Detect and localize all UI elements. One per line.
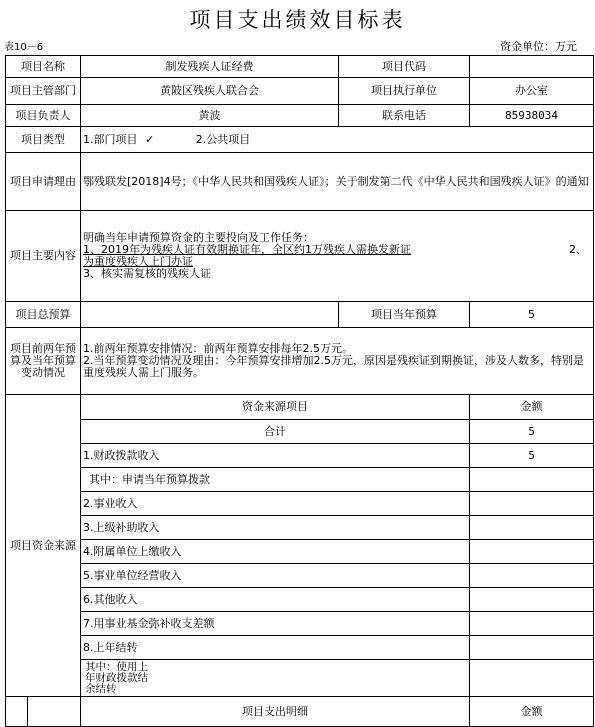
funding-row-amount [470,540,594,564]
type-option-public: 2.公共项目 [195,132,251,146]
row-reason [6,153,594,211]
budget-change-value [81,328,594,395]
table-row [6,660,594,697]
type-options [81,127,594,153]
project-code-value [470,56,594,78]
funding-section-label: 项目资金来源 [6,395,81,697]
performance-table [5,55,594,727]
funding-row-amount [470,588,594,612]
currency-unit: 资金单位：万元 [500,40,577,53]
table-row [6,468,594,492]
funding-row-amount [470,636,594,660]
table-row [6,564,594,588]
content-label: 项目主要内容 [6,211,81,302]
row-content [6,211,594,302]
owner-value: 黄波 [81,105,339,127]
funding-amount-header: 金额 [470,395,594,420]
expenditure-amount-header: 金额 [470,697,594,727]
table-row [6,444,594,468]
funding-last-row-label: 其中：使用上年财政拨款结余结转 [81,660,339,697]
dept-value: 黄陂区残疾人联合会 [81,78,339,105]
budget-change-line-2: 2.当年预算变动情况及理由：今年预算安排增加2.5万元，原因是残疾证到期换证，涉及人数多，特别是重度残疾人需上门服务。 [83,354,584,379]
reason-label: 项目申请理由 [6,153,81,211]
type-option-dept: 1.部门项目 [83,132,138,146]
project-name-label: 项目名称 [6,56,81,78]
funding-row-label: 2.事业收入 [81,492,470,516]
content-value [81,211,594,302]
check-mark-icon: ✓ [145,132,155,146]
table-row [6,492,594,516]
content-line-3: 为重度残疾人上门办证 [83,255,193,268]
funding-last-row-spacer [339,660,470,697]
table-number: 表10－6 [4,42,44,53]
content-line-4: 3、核实需复核的残疾人证 [83,267,211,280]
row-budget [6,302,594,328]
content-line-2: 1、2019年为残疾人证有效期换证年，全区约1万残疾人需换发新证 2、 [83,243,587,256]
table-row [6,588,594,612]
dept-label: 项目主管部门 [6,78,81,105]
row-project-name [6,56,594,78]
expenditure-header-row [6,697,594,727]
funding-row-label: 5.事业单位经营收入 [81,564,470,588]
funding-row-amount: 5 [470,444,594,468]
page-title: 项目支出绩效目标表 [189,8,406,32]
funding-row-amount [470,468,594,492]
budget-change-line-1: 1.前两年预算安排情况：前两年预算安排每年2.5万元。 [83,342,353,355]
funding-row-label: 其中：申请当年预算拨款 [81,468,470,492]
funding-row-amount [470,660,594,697]
budget-change-label: 项目前两年预算及当年预算变动情况 [6,328,81,395]
expenditure-detail-header: 项目支出明细 [81,697,470,727]
funding-source-header: 资金来源项目 [81,395,470,420]
funding-row-label: 6.其他收入 [81,588,470,612]
row-budget-change [6,328,594,395]
funding-row-label: 8.上年结转 [81,636,470,660]
total-budget-value [81,302,339,328]
funding-row-label: 1.财政拨款收入 [81,444,470,468]
phone-label: 联系电话 [339,105,470,127]
funding-row-label: 3.上级补助收入 [81,516,470,540]
expenditure-blank-cell-a [6,697,28,727]
phone-value: 85938034 [470,105,594,127]
row-owner [6,105,594,127]
table-row [6,516,594,540]
funding-header-row [6,395,594,420]
total-budget-label: 项目总预算 [6,302,81,328]
funding-row-amount: 5 [470,420,594,444]
content-line-1: 明确当年申请预算资金的主要投向及工作任务： [83,231,314,244]
current-budget-value: 5 [470,302,594,328]
row-dept [6,78,594,105]
row-type [6,127,594,153]
exec-unit-value: 办公室 [470,78,594,105]
funding-row-label: 7.用事业基金弥补收支差额 [81,612,470,636]
expenditure-blank-cell-b [28,697,81,727]
project-name-value: 制发残疾人证经费 [81,56,339,78]
table-row [6,540,594,564]
funding-row-amount [470,564,594,588]
table-row [6,636,594,660]
type-label: 项目类型 [6,127,81,153]
funding-row-amount [470,492,594,516]
current-budget-label: 项目当年预算 [339,302,470,328]
funding-row-label: 4.附属单位上缴收入 [81,540,470,564]
funding-row-amount [470,612,594,636]
funding-row-label: 合计 [81,420,470,444]
exec-unit-label: 项目执行单位 [339,78,470,105]
table-row [6,420,594,444]
reason-value: 鄂残联发[2018]4号；《中华人民共和国残疾人证》；关于制发第二代《中华人民共和国残疾人证》的通知 [81,153,594,211]
content-line-2-suffix: 2、 [569,243,587,256]
project-code-label: 项目代码 [339,56,470,78]
owner-label: 项目负责人 [6,105,81,127]
funding-row-amount [470,516,594,540]
table-row [6,612,594,636]
